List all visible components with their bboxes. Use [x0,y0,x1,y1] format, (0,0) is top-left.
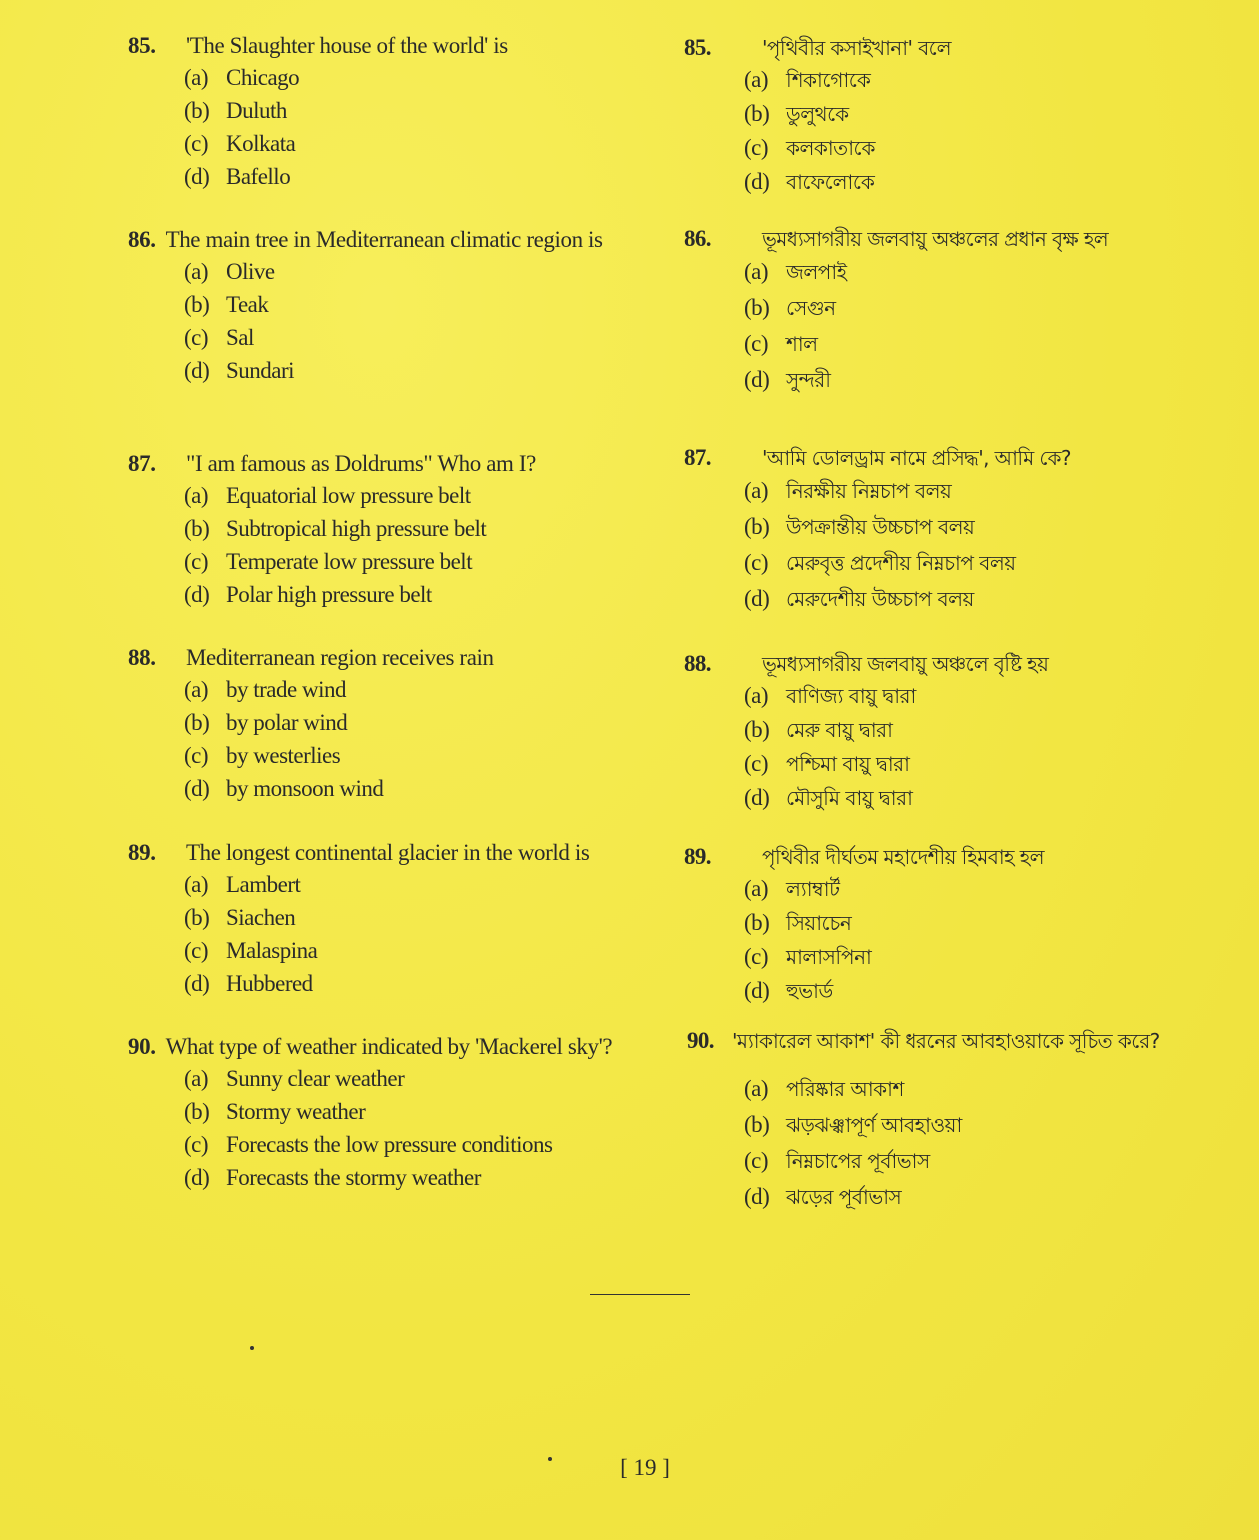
option-text: Temperate low pressure belt [226,549,473,574]
option-text: Malaspina [226,938,318,963]
option-label: (b) [744,295,770,320]
option-label: (c) [744,135,769,160]
option-label: (b) [184,516,210,541]
question-text: ভূমধ্যসাগরীয় জলবায়ু অঞ্চলে বৃষ্টি হয় [762,652,1049,676]
option-label: (a) [184,65,209,90]
option-c [100,739,615,772]
question-89-bn [662,842,1182,1008]
option-label: (b) [184,292,210,317]
question-89-en [100,838,615,1000]
question-number: 85. [684,35,711,60]
option-label: (c) [744,331,769,356]
question-number: 89. [128,840,156,865]
options-list [100,255,615,387]
option-d [100,772,615,805]
option-a [100,61,615,94]
option-label: (c) [744,550,769,575]
option-text: পশ্চিমা বায়ু দ্বারা [786,752,910,776]
option-a [100,868,615,901]
option-label: (a) [744,876,769,901]
question-number: 87. [684,445,711,470]
option-label: (c) [184,325,209,350]
question-number: 87. [128,451,156,476]
option-label: (a) [744,1076,769,1101]
options-list [100,479,615,611]
option-label: (b) [744,514,770,539]
question-text: The longest continental glacier in the world is [186,840,590,865]
option-a [100,673,615,706]
option-text: নিম্নচাপের পূর্বাভাস [786,1149,930,1173]
options-list [662,872,1182,1008]
option-label: (d) [184,776,210,801]
option-text: ঝড়ঝঞ্ঝাপূর্ণ আবহাওয়া [786,1113,962,1137]
option-a [662,1071,1182,1107]
option-c [662,326,1182,362]
option-d [662,781,1182,815]
question-stem [662,1025,1182,1057]
option-label: (b) [744,717,770,742]
question-85-en [100,31,615,193]
options-list [100,61,615,193]
question-stem [662,33,1182,63]
option-a [662,473,1182,509]
question-88-en [100,643,615,805]
option-text: by monsoon wind [226,776,384,801]
option-b [100,94,615,127]
option-label: (d) [184,164,210,189]
option-text: Forecasts the stormy weather [226,1165,481,1190]
option-text: বাফেলোকে [786,170,875,194]
option-text: মালাসপিনা [786,945,872,969]
question-90-en [100,1032,615,1194]
options-list [662,679,1182,815]
option-a [662,254,1182,290]
question-text: পৃথিবীর দীর্ঘতম মহাদেশীয় হিমবাহ হল [762,845,1044,869]
option-text: কলকাতাকে [786,136,876,160]
option-label: (b) [184,710,210,735]
option-label: (b) [744,1112,770,1137]
option-label: (a) [744,478,769,503]
option-label: (b) [184,1099,210,1124]
option-text: Polar high pressure belt [226,582,432,607]
option-text: Forecasts the low pressure conditions [226,1132,553,1157]
option-label: (d) [744,169,770,194]
question-stem [100,838,615,868]
option-text: by westerlies [226,743,341,768]
question-87-bn [662,443,1182,617]
option-label: (d) [184,358,210,383]
question-text: 'আমি ডোলড্রাম নামে প্রসিদ্ধ', আমি কে? [762,446,1071,470]
option-d [100,967,615,1000]
question-number: 88. [684,651,711,676]
option-label: (b) [184,98,210,123]
option-c [100,1128,615,1161]
question-86-bn [662,224,1182,398]
option-label: (d) [184,582,210,607]
option-text: সুন্দরী [786,368,831,392]
option-c [662,545,1182,581]
option-a [100,479,615,512]
option-label: (c) [184,938,209,963]
option-text: নিরক্ষীয় নিম্নচাপ বলয় [786,479,952,503]
end-rule [590,1294,690,1295]
option-text: Duluth [226,98,287,123]
option-d [100,578,615,611]
option-b [100,1095,615,1128]
option-label: (a) [184,483,209,508]
question-text: 'The Slaughter house of the world' is [186,33,508,58]
option-text: হুভার্ড [786,979,833,1003]
option-d [100,160,615,193]
question-stem [662,649,1182,679]
option-a [662,679,1182,713]
option-text: পরিষ্কার আকাশ [786,1077,904,1101]
option-text: Hubbered [226,971,313,996]
option-b [662,713,1182,747]
options-list [662,473,1182,617]
option-text: ডুলুথকে [786,102,849,126]
option-text: Kolkata [226,131,296,156]
option-label: (b) [744,910,770,935]
option-label: (a) [744,67,769,92]
option-d [100,354,615,387]
question-text: "I am famous as Doldrums" Who am I? [186,451,536,476]
option-text: Stormy weather [226,1099,366,1124]
option-label: (a) [184,259,209,284]
question-stem [662,443,1182,473]
question-text: 'পৃথিবীর কসাইখানা' বলে [762,36,951,60]
question-stem [662,224,1182,254]
option-label: (a) [744,259,769,284]
option-text: সিয়াচেন [786,911,852,935]
speck [548,1457,552,1461]
option-label: (d) [744,785,770,810]
question-number: 88. [128,645,156,670]
option-a [100,1062,615,1095]
options-list [100,1062,615,1194]
option-d [662,165,1182,199]
option-text: সেগুন [786,296,836,320]
question-text: Mediterranean region receives rain [186,645,494,670]
option-label: (c) [184,1132,209,1157]
option-text: Chicago [226,65,300,90]
option-text: Sunny clear weather [226,1066,405,1091]
question-number: 86. [128,227,156,252]
option-text: Teak [226,292,269,317]
question-stem [100,643,615,673]
option-a [662,63,1182,97]
option-label: (a) [184,1066,209,1091]
option-label: (d) [744,367,770,392]
option-c [100,934,615,967]
option-label: (a) [184,677,209,702]
option-text: মেরু বায়ু দ্বারা [786,718,893,742]
option-text: Subtropical high pressure belt [226,516,487,541]
option-text: শাল [786,332,818,356]
option-label: (c) [744,751,769,776]
option-c [662,747,1182,781]
option-a [100,255,615,288]
option-label: (c) [744,1148,769,1173]
option-label: (d) [184,971,210,996]
option-text: শিকাগোকে [786,68,871,92]
option-label: (c) [184,131,209,156]
question-87-en [100,449,615,611]
option-d [662,974,1182,1008]
option-d [662,362,1182,398]
option-text: by polar wind [226,710,348,735]
option-text: ল্যাম্বার্ট [786,877,840,901]
question-stem [662,842,1182,872]
option-text: Sal [226,325,254,350]
options-list [662,63,1182,199]
option-label: (b) [744,101,770,126]
option-text: Olive [226,259,275,284]
option-text: জলপাই [786,260,847,284]
question-number: 85. [128,33,156,58]
option-b [662,290,1182,326]
option-c [100,321,615,354]
option-d [662,1179,1182,1215]
option-c [662,940,1182,974]
question-88-bn [662,649,1182,815]
question-stem [100,225,615,255]
question-text: The main tree in Mediterranean climatic region is [165,227,603,252]
option-text: Bafello [226,164,291,189]
question-text: What type of weather indicated by 'Mackerel sky'? [165,1034,613,1059]
option-a [662,872,1182,906]
option-label: (d) [184,1165,210,1190]
option-d [662,581,1182,617]
option-label: (a) [744,683,769,708]
option-b [100,901,615,934]
option-c [662,1143,1182,1179]
question-stem [100,1032,615,1062]
options-list [662,1071,1182,1215]
option-b [662,1107,1182,1143]
question-text: 'ম্যাকারেল আকাশ' কী ধরনের আবহাওয়াকে সূচিত করে? [731,1029,1160,1053]
option-b [662,906,1182,940]
question-number: 90. [128,1034,156,1059]
options-list [100,673,615,805]
option-text: by trade wind [226,677,346,702]
question-number: 89. [684,844,711,869]
option-text: মেরুবৃত্ত প্রদেশীয় নিম্নচাপ বলয় [786,551,1016,575]
option-c [100,545,615,578]
option-label: (a) [184,872,209,897]
option-text: বাণিজ্য বায়ু দ্বারা [786,684,916,708]
question-85-bn [662,33,1182,199]
option-text: Siachen [226,905,296,930]
option-c [662,131,1182,165]
option-text: উপক্রান্তীয় উচ্চচাপ বলয় [786,515,975,539]
question-text: ভূমধ্যসাগরীয় জলবায়ু অঞ্চলের প্রধান বৃক্ষ হল [762,227,1109,251]
question-86-en [100,225,615,387]
option-b [100,706,615,739]
option-label: (d) [744,1184,770,1209]
question-number: 86. [684,226,711,251]
option-b [100,288,615,321]
speck [250,1346,254,1350]
option-text: মেরুদেশীয় উচ্চচাপ বলয় [786,587,974,611]
question-number: 90. [687,1028,714,1053]
option-b [662,97,1182,131]
option-label: (c) [744,944,769,969]
page-number: [ 19 ] [620,1455,670,1480]
question-stem [100,31,615,61]
option-text: Lambert [226,872,301,897]
option-text: মৌসুমি বায়ু দ্বারা [786,786,913,810]
option-text: Equatorial low pressure belt [226,483,471,508]
option-text: Sundari [226,358,295,383]
question-stem [100,449,615,479]
option-label: (d) [744,978,770,1003]
option-label: (c) [184,743,209,768]
option-b [662,509,1182,545]
option-b [100,512,615,545]
option-label: (b) [184,905,210,930]
question-90-bn [662,1025,1182,1215]
option-c [100,127,615,160]
option-d [100,1161,615,1194]
option-label: (c) [184,549,209,574]
option-text: ঝড়ের পূর্বাভাস [786,1185,902,1209]
options-list [100,868,615,1000]
option-label: (d) [744,586,770,611]
options-list [662,254,1182,398]
